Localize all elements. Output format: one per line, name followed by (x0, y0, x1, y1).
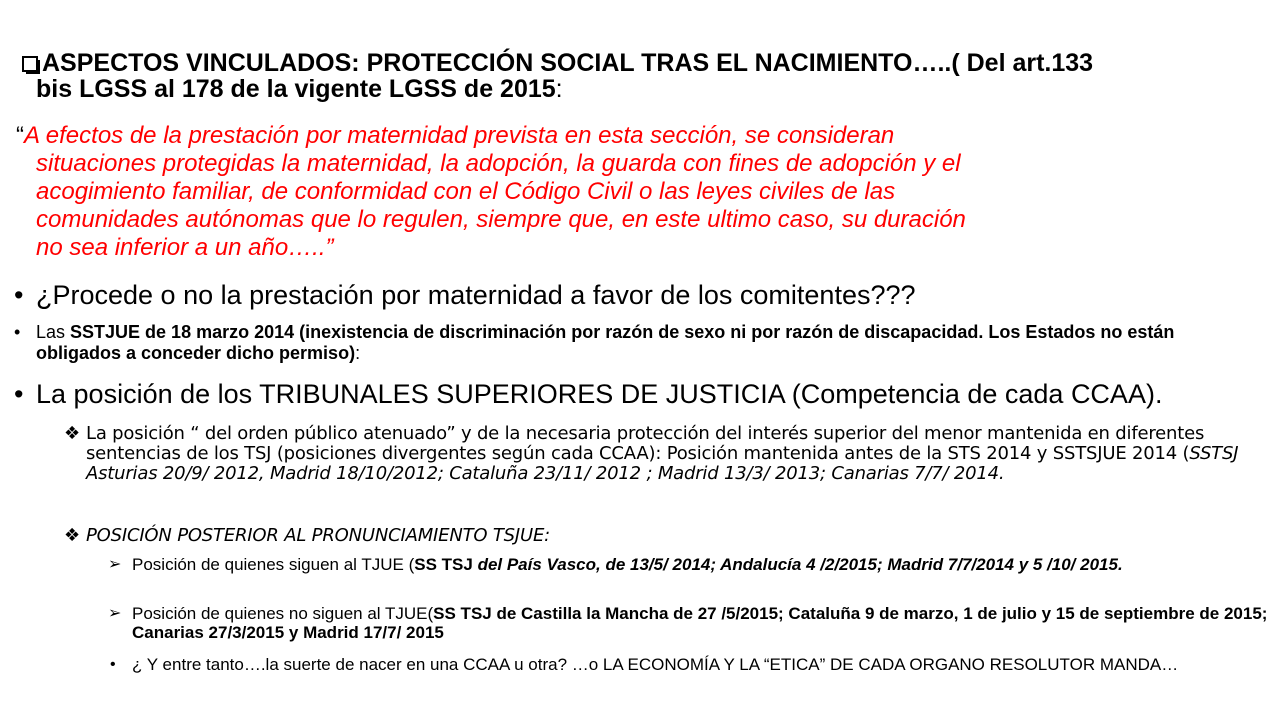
arrow-item-notfollow (108, 604, 1268, 642)
bullet-closing (108, 655, 1268, 674)
notfollow-bold: SS TSJ de Castilla la Mancha de 27 /5/2015; Cataluña 9 de marzo, 1 de julio y 15 de septiembre de 2015; Canarias 27/3/2015 y Madrid 17/7/ 2015 (132, 604, 1268, 642)
notfollow-prefix: Posición de quienes no siguen al TJUE( (132, 604, 434, 623)
bullet-dot-icon: • (14, 322, 21, 342)
follow-bold: SS TSJ (414, 555, 478, 574)
bullet-sstjue-text (14, 322, 1264, 364)
follow-bold-italic: del País Vasco, de 13/5/ 2014; Andalucía 4 /2/2015; Madrid 7/7/2014 y 5 /10/ 2015. (477, 555, 1123, 574)
arrow-item-notfollow-text (108, 604, 1268, 642)
quote-line-1 (16, 122, 1266, 150)
quote-open-mark: “ (16, 122, 24, 149)
quote-line-3: acogimiento familiar, de conformidad con el Código Civil o las leyes civiles de las (36, 178, 896, 205)
quote-line-5: no sea inferior a un año…..” (36, 234, 334, 261)
quote-line-1-text: A efectos de la prestación por maternidad prevista en esta sección, se consideran (24, 122, 895, 149)
follow-prefix: Posición de quienes siguen al TJUE ( (132, 555, 415, 574)
bullet-question (14, 280, 1264, 310)
diamond-item-after (64, 526, 1264, 546)
diamond-bullet-icon: ❖ (64, 525, 80, 546)
slide-heading (22, 50, 1262, 102)
checkbox-bullet-icon (22, 56, 38, 72)
sstjue-bold: SSTJUE de 18 marzo 2014 (inexistencia de discriminación por razón de sexo ni por razón de discapacidad. Los Estados no están obligados a conceder dicho permiso) (36, 322, 1175, 363)
diamond-before-italic: SSTSJ Asturias 20/9/ 2012, Madrid 18/10/2012; Cataluña 23/11/ 2012 ; Madrid 13/3/ 2013; Canarias 7/7/ 2014. (86, 443, 1239, 484)
arrow-item-follow (108, 555, 1268, 574)
diamond-item-before (64, 424, 1264, 484)
law-quote (16, 122, 1266, 262)
bullet-dot-icon: • (110, 656, 116, 673)
heading-colon: : (555, 75, 563, 103)
diamond-item-before-text (64, 424, 1264, 484)
bullet-question-text: ¿Procede o no la prestación por maternidad a favor de los comitentes??? (36, 280, 916, 310)
quote-line-4: comunidades autónomas que lo regulen, siempre que, en este ultimo caso, su duración (36, 206, 966, 233)
arrow-bullet-icon: ➢ (108, 556, 122, 573)
diamond-item-after-text: POSICIÓN POSTERIOR AL PRONUNCIAMIENTO TSJUE: (86, 525, 551, 546)
bullet-sstjue (14, 322, 1264, 364)
diamond-bullet-icon: ❖ (64, 423, 80, 444)
bullet-tsj (14, 378, 1264, 410)
heading-line-2-text: bis LGSS al 178 de la vigente LGSS de 2015 (36, 75, 556, 103)
diamond-before-plain: La posición “ del orden público atenuado” y de la necesaria protección del interés superior del menor mantenida en diferentes sentencias de los TSJ (posiciones divergentes según cada CCAA): Posición mantenida antes de la STS 2014 y SSTSJUE 2014 ( (86, 423, 1205, 464)
sstjue-colon: : (355, 343, 361, 363)
heading-line-2 (22, 76, 1262, 102)
heading-line-1 (22, 50, 1262, 76)
arrow-item-follow-text (108, 555, 1268, 574)
sstjue-prefix: Las (36, 322, 71, 342)
quote-line-2: situaciones protegidas la maternidad, la adopción, la guarda con fines de adopción y el (36, 150, 961, 177)
arrow-bullet-icon: ➢ (108, 605, 122, 622)
bullet-dot-icon: • (14, 280, 24, 310)
bullet-tsj-text: La posición de los TRIBUNALES SUPERIORES DE JUSTICIA (Competencia de cada CCAA). (36, 379, 1163, 409)
heading-line-1-text: ASPECTOS VINCULADOS: PROTECCIÓN SOCIAL TRAS EL NACIMIENTO…..( Del art.133 (42, 49, 1094, 77)
bullet-closing-text: ¿ Y entre tanto….la suerte de nacer en una CCAA u otra? …o LA ECONOMÍA Y LA “ETICA” DE CADA ORGANO RESOLUTOR MANDA… (132, 655, 1179, 674)
bullet-dot-icon: • (14, 379, 24, 409)
